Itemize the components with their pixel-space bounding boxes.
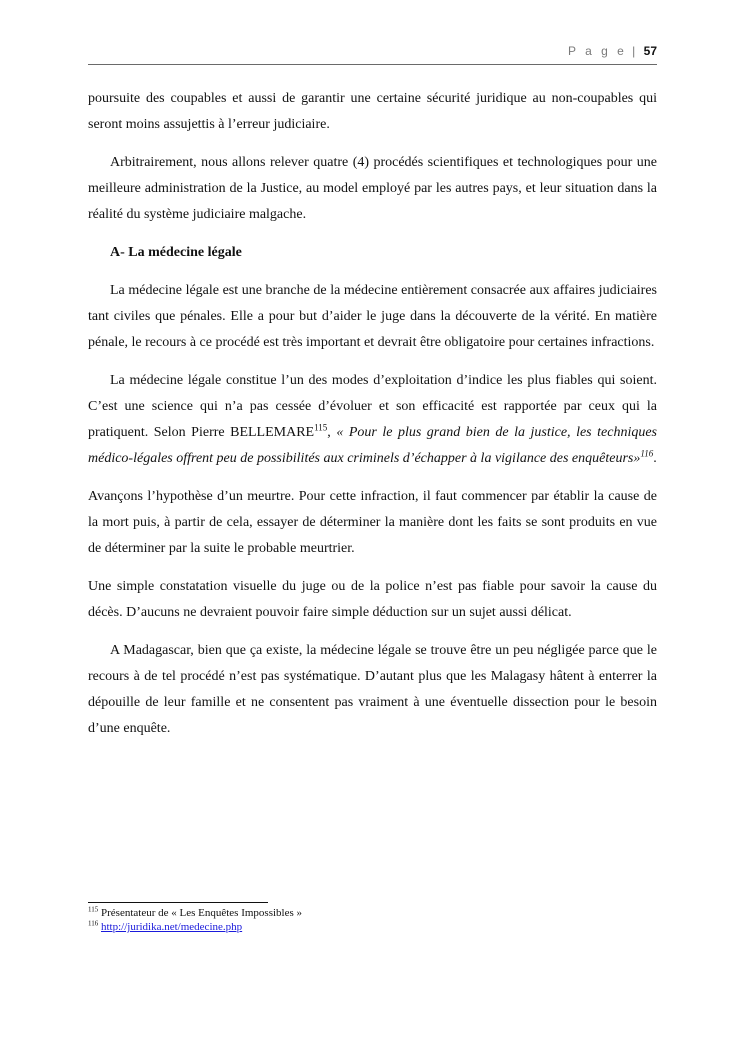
header-divider (88, 64, 657, 65)
paragraph-6: Une simple constatation visuelle du juge ou de la police n’est pas fiable pour savoir la cause du décès. D’aucuns ne devraient pouvoir faire simple déduction sur un sujet aussi délicat. (88, 579, 657, 620)
footnote-number: 116 (88, 919, 99, 928)
footnote-116 (88, 920, 657, 934)
paragraph-3: La médecine légale est une branche de la médecine entièrement consacrée aux affaires judiciaires tant civiles que pénales. Elle a pour but d’aider le juge dans la découverte de la vérité. En matière pénale, le recours à ce procédé est très important et devrait être obligatoire pour certaines infractions. (88, 283, 657, 350)
page-label: P a g e (568, 44, 627, 58)
body-text (88, 86, 657, 754)
paragraph-1: poursuite des coupables et aussi de garantir une certaine sécurité juridique au non-coupables qui seront moins assujettis à l’erreur judiciaire. (88, 91, 657, 132)
paragraph-4-comma: , (327, 425, 337, 440)
paragraph-4 (88, 368, 657, 472)
footnote-divider (88, 902, 268, 903)
paragraph-2: Arbitrairement, nous allons relever quatre (4) procédés scientifiques et technologiques pour une meilleure administration de la Justice, au model employé par les autres pays, et leur situation dans la réalité du système judiciaire malgache. (88, 155, 657, 222)
footnote-link[interactable]: http://juridika.net/medecine.php (101, 921, 243, 933)
paragraph-7: A Madagascar, bien que ça existe, la médecine légale se trouve être un peu négligée parce que le recours à de tel procédé n’est pas systématique. D’autant plus que les Malagasy hâtent à enterrer la dépouille de leur famille et ne consentent pas vraiment à une éventuelle dissection pour le besoin d’une enquête. (88, 643, 657, 736)
bellemare-quote: « Pour le plus grand bien de la justice, les techniques médico-légales offrent peu de possibilités aux criminels d’échapper à la vigilance des enquêteurs» (88, 425, 658, 466)
footnote-number: 115 (88, 905, 99, 914)
section-heading: A- La médecine légale (110, 245, 242, 260)
footnotes (88, 906, 657, 934)
paragraph-5: Avançons l’hypothèse d’un meurtre. Pour cette infraction, il faut commencer par établir la cause de la mort puis, à partir de cela, essayer de déterminer la manière dont les faits se sont produits en vue de déterminer par la suite le probable meurtrier. (88, 489, 657, 556)
footnote-115 (88, 906, 657, 920)
footnote-ref-115[interactable]: 115 (314, 422, 328, 433)
footnote-text: Présentateur de « Les Enquêtes Impossibles » (98, 907, 303, 919)
footnote-ref-116[interactable]: 116 (640, 448, 654, 459)
header-separator: | (632, 44, 636, 58)
page-header (568, 44, 657, 58)
paragraph-4-end: . (653, 451, 657, 466)
page-number: 57 (643, 44, 657, 58)
paragraph-4-text: La médecine légale constitue l’un des modes d’exploitation d’indice les plus fiables qui soient. C’est une science qui n’a pas cessée d’évoluer et son efficacité est rapportée par ceux qui la pratiquent. Selon Pierre BELLEMARE (88, 373, 657, 440)
